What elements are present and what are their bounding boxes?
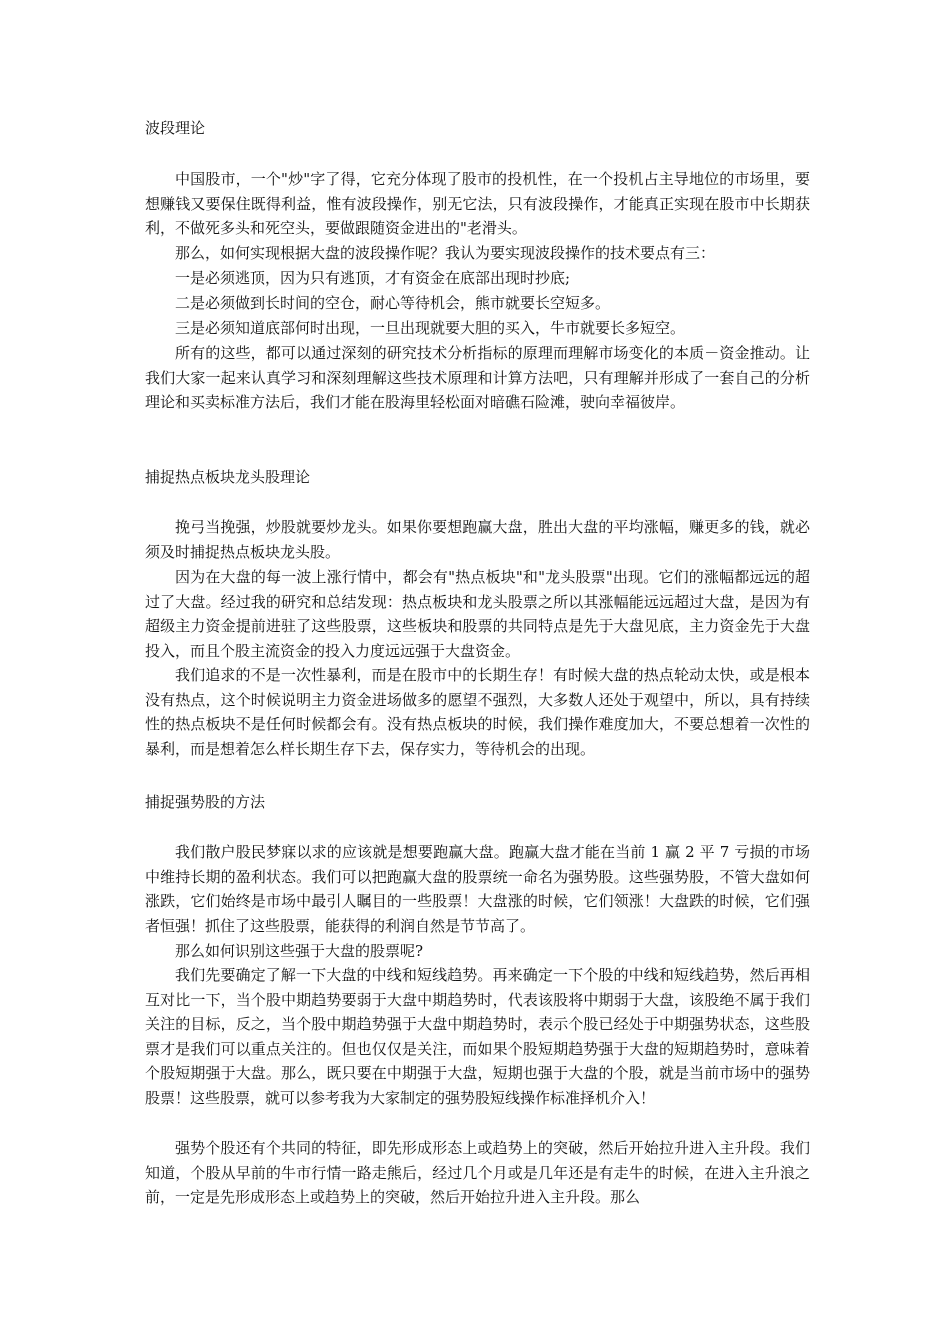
paragraph: 我们散户股民梦寐以求的应该就是想要跑赢大盘。跑赢大盘才能在当前 1 赢 2 平 7 亏损的市场中维持长期的盈利状态。我们可以把跑赢大盘的股票统一命名为强势股。这些强势股，不管大盘如何涨跌，它们始终是市场中最引人瞩目的一些股票！大盘涨的时候，它们领涨！大盘跌的时候，它们强者恒强！抓住了这些股票，能获得的利润自然是节节高了。 xyxy=(145,843,810,935)
paragraph: 二是必须做到长时间的空仓，耐心等待机会，熊市就要长空短多。 xyxy=(175,294,611,312)
paragraph: 那么如何识别这些强于大盘的股票呢? xyxy=(175,942,424,960)
paragraph: 挽弓当挽强，炒股就要炒龙头。如果你要想跑赢大盘，胜出大盘的平均涨幅，赚更多的钱，就必须及时捕捉热点板块龙头股。 xyxy=(145,518,810,561)
paragraph: 三是必须知道底部何时出现，一旦出现就要大胆的买入，牛市就要长多短空。 xyxy=(175,319,686,337)
paragraph: 强势个股还有个共同的特征，即先形成形态上或趋势上的突破，然后开始拉升进入主升段。我们知道，个股从早前的牛市行情一路走熊后，经过几个月或是几年还是有走牛的时候，在进入主升浪之前，一定是先形成形态上或趋势上的突破，然后开始拉升进入主升段。那么 xyxy=(145,1139,810,1206)
paragraph: 中国股市，一个"炒"字了得，它充分体现了股市的投机性，在一个投机占主导地位的市场里，要想赚钱又要保住既得利益，惟有波段操作，别无它法，只有波段操作，才能真正实现在股市中长期获利，不做死多头和死空头，要做跟随资金进出的"老滑头。 xyxy=(145,170,810,237)
section-heading: 捕捉强势股的方法 xyxy=(145,793,266,811)
paragraph: 那么，如何实现根据大盘的波段操作呢？我认为要实现波段操作的技术要点有三： xyxy=(175,244,716,262)
paragraph: 我们先要确定了解一下大盘的中线和短线趋势。再来确定一下个股的中线和短线趋势，然后再相互对比一下，当个股中期趋势要弱于大盘中期趋势时，代表该股将中期弱于大盘，该股绝不属于我们关注的目标，反之，当个股中期趋势强于大盘中期趋势时，表示个股已经处于中期强势状态，这些股票才是我们可以重点关注的。但也仅仅是关注，而如果个股短期趋势强于大盘的短期趋势时，意味着个股短期强于大盘。那么，既只要在中期强于大盘，短期也强于大盘的个股，就是当前市场中的强势股票！这些股票，就可以参考我为大家制定的强势股短线操作标准择机介入！ xyxy=(145,966,810,1107)
section-heading: 捕捉热点板块龙头股理论 xyxy=(145,468,311,486)
section-heading: 波段理论 xyxy=(145,119,206,137)
paragraph: 我们追求的不是一次性暴利，而是在股市中的长期生存！有时候大盘的热点轮动太快，或是根本没有热点，这个时候说明主力资金进场做多的愿望不强烈，大多数人还处于观望中，所以，具有持续性的热点板块不是任何时候都会有。没有热点板块的时候，我们操作难度加大，不要总想着一次性的暴利，而是想着怎么样长期生存下去，保存实力，等待机会的出现。 xyxy=(145,666,810,758)
paragraph: 因为在大盘的每一波上涨行情中，都会有"热点板块"和"龙头股票"出现。它们的涨幅都远远的超过了大盘。经过我的研究和总结发现：热点板块和龙头股票之所以其涨幅能远远超过大盘，是因为有超级主力资金提前进驻了这些股票，这些板块和股票的共同特点是先于大盘见底，主力资金先于大盘投入，而且个股主流资金的投入力度远远强于大盘资金。 xyxy=(145,568,810,660)
paragraph: 所有的这些，都可以通过深刻的研究技术分析指标的原理而理解市场变化的本质－资金推动。让我们大家一起来认真学习和深刻理解这些技术原理和计算方法吧，只有理解并形成了一套自己的分析理论和买卖标准方法后，我们才能在股海里轻松面对暗礁石险滩，驶向幸福彼岸。 xyxy=(145,344,810,411)
paragraph: 一是必须逃顶，因为只有逃顶，才有资金在底部出现时抄底; xyxy=(175,269,571,287)
